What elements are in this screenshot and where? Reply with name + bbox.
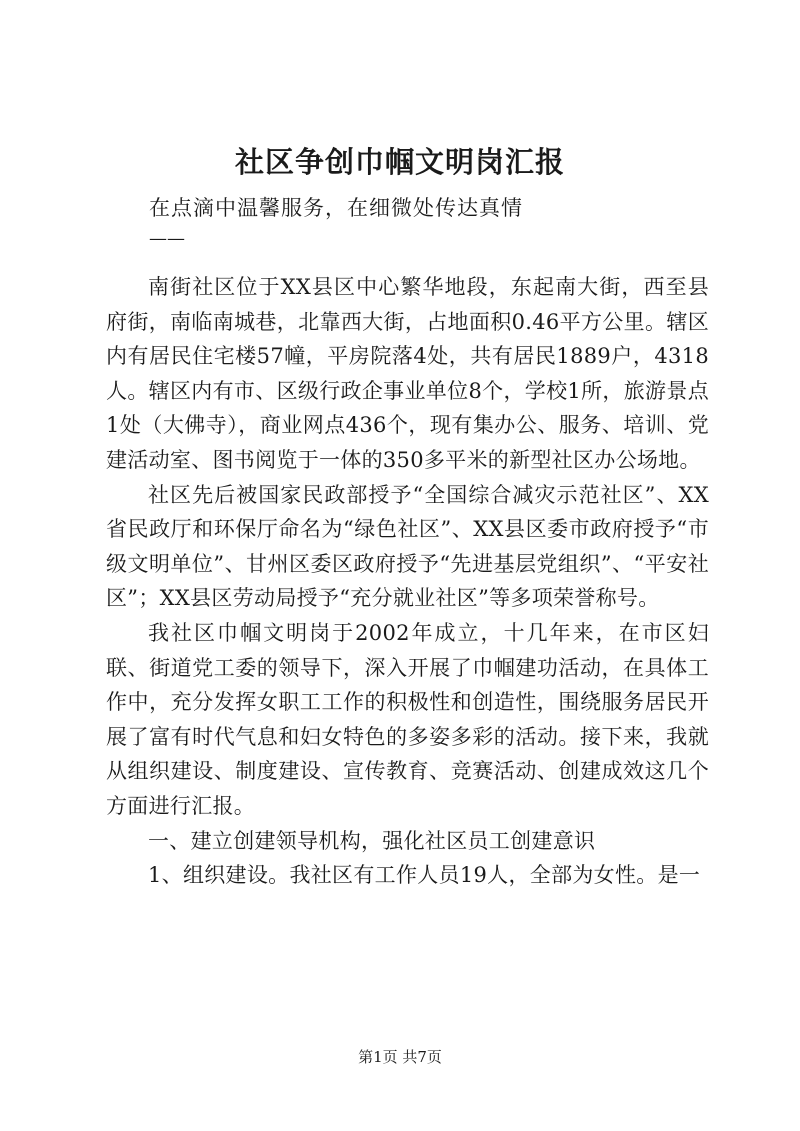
document-subtitle: 在点滴中温馨服务，在细微处传达真情 (149, 196, 523, 220)
subtitle-dash: —— (149, 228, 185, 249)
paragraph-overview: 南街社区位于XX县区中心繁华地段，东起南大街，西至县府街，南临南城巷，北靠西大街，占地面积0.46平方公里。辖区内有居民住宅楼57幢，平房院落4处，共有居民1889户，4318人。辖区内有市、区级行政企事业单位8个，学校1所，旅游景点1处（大佛寺），商业网点436个，现有集办公、服务、培训、党建活动室、图书阅览于一体的350多平米的新型社区办公场地。 (106, 275, 709, 472)
section-heading-1: 一、建立创建领导机构，强化社区员工创建意识 (148, 828, 596, 853)
page-footer: 第1页 共7页 (358, 1048, 442, 1066)
paragraph-organization: 1、组织建设。我社区有工作人员19人，全部为女性。是一 (148, 863, 701, 888)
paragraph-history: 我社区巾帼文明岗于2002年成立，十几年来，在市区妇联、街道党工委的领导下，深入开展了巾帼建功活动，在具体工作中，充分发挥女职工工作的积极性和创造性，围绕服务居民开展了富有时代气息和妇女特色的多姿多彩的活动。接下来，我就从组织建设、制度建设、宣传教育、竞赛活动、创建成效这几个方面进行汇报。 (106, 620, 709, 818)
document-title: 社区争创巾帼文明岗汇报 (234, 145, 565, 179)
document-body (106, 270, 709, 893)
paragraph-honors: 社区先后被国家民政部授予“全国综合减灾示范社区”、XX省民政厅和环保厅命名为“绿色社区”、XX县区委市政府授予“市级文明单位”、甘州区委区政府授予“先进基层党组织”、“平安社区”；XX县区劳动局授予“充分就业社区”等多项荣誉称号。 (106, 482, 709, 611)
